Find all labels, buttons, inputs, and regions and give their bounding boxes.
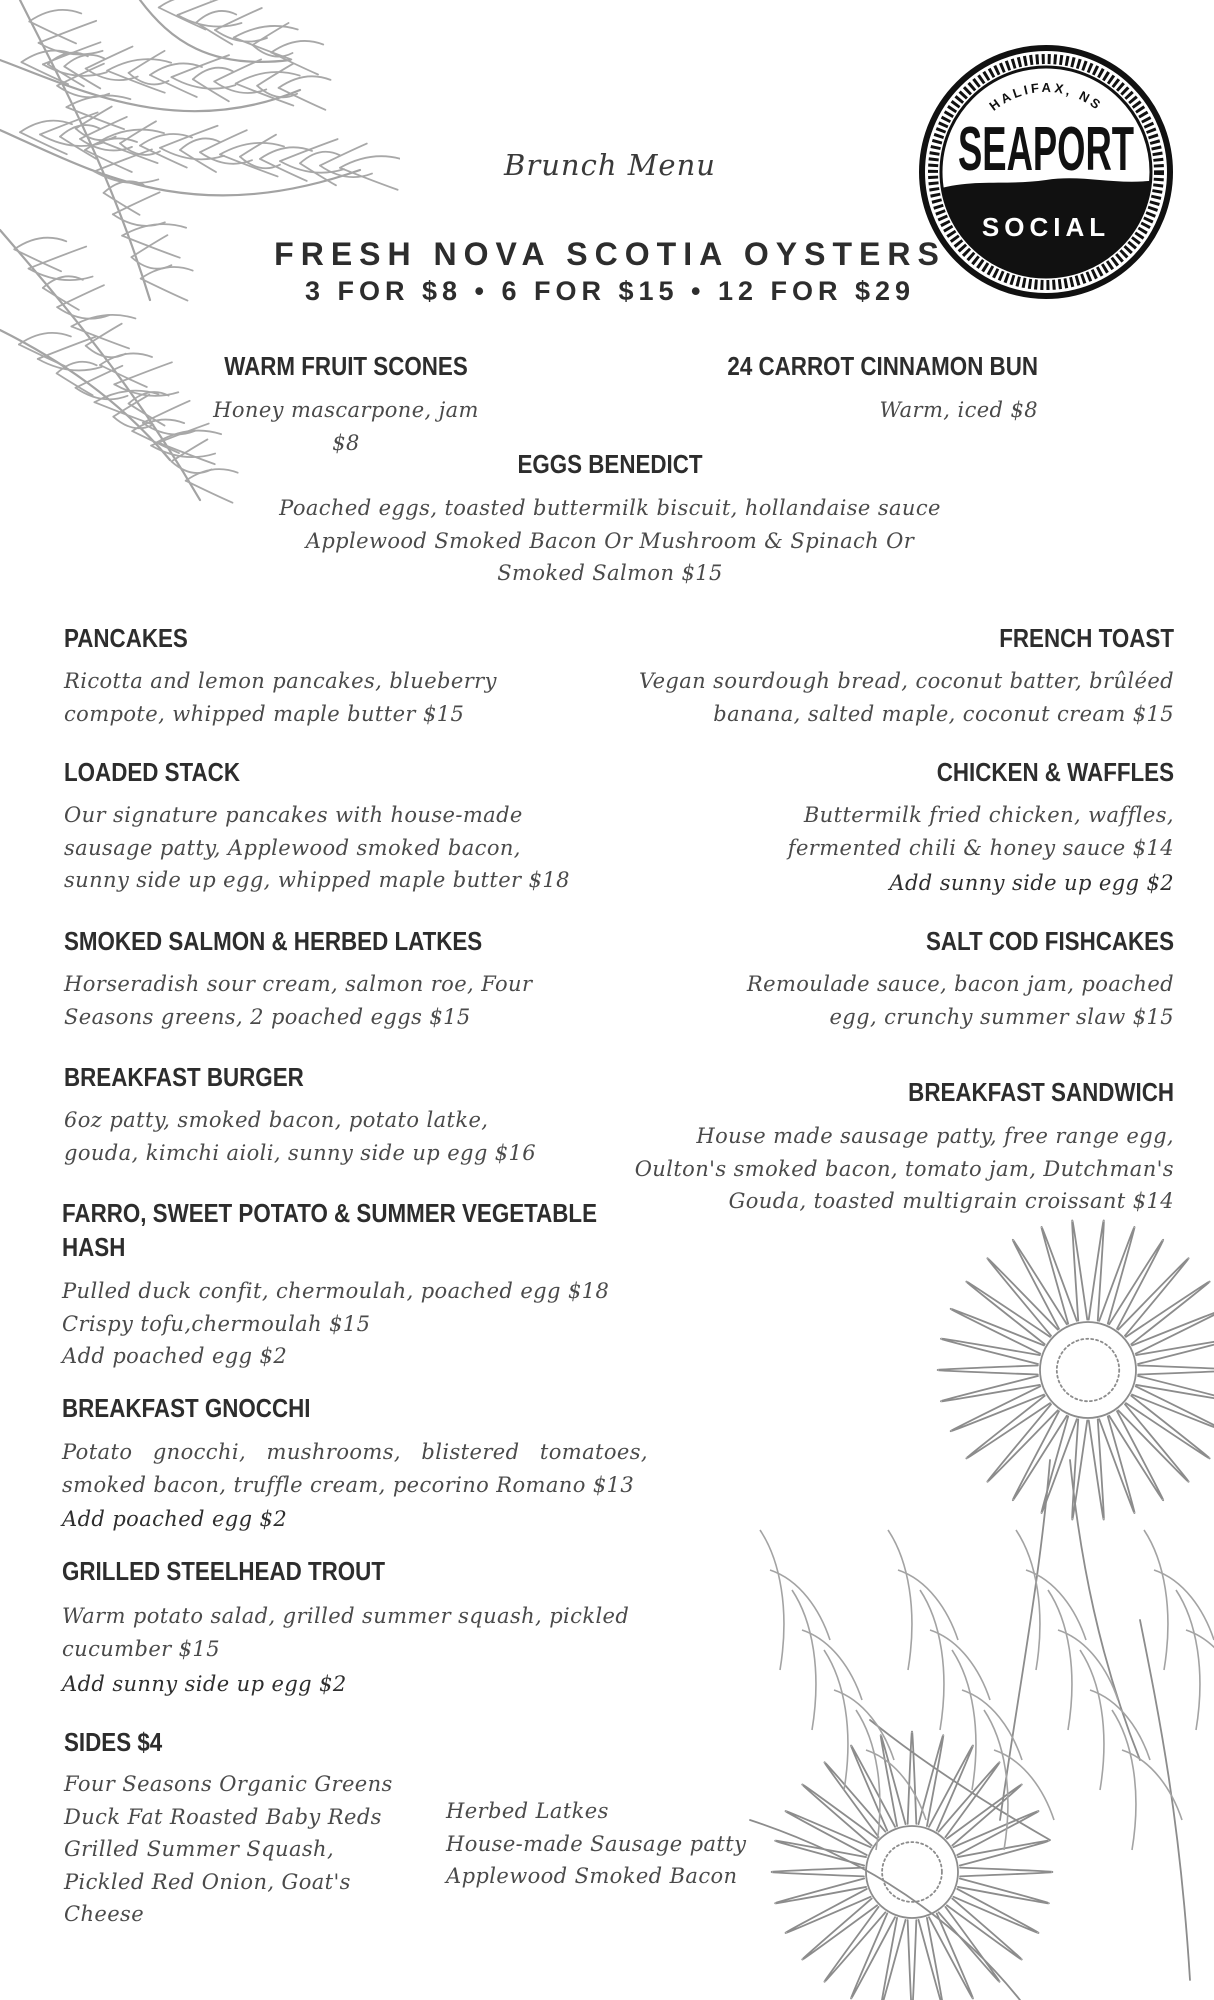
loaded-stack-line: sunny side up egg, whipped maple butter $18 — [64, 868, 570, 892]
menu-title: Brunch Menu — [504, 148, 716, 182]
eggs-benedict-line: Smoked Salmon $15 — [497, 561, 723, 585]
gnocchi-line: smoked bacon, truffle cream, pecorino Romano $13 — [62, 1472, 635, 1497]
trout-line: Warm potato salad, grilled summer squash, pickled — [62, 1604, 630, 1628]
french-toast-line: banana, salted maple, coconut cream $15 — [713, 701, 1174, 726]
side-item: Herbed Latkes — [446, 1799, 609, 1823]
eggs-benedict-line: Applewood Smoked Bacon Or Mushroom & Spinach Or — [305, 528, 915, 553]
loaded-stack-line: Our signature pancakes with house-made — [64, 803, 523, 827]
side-item: Pickled Red Onion, Goat's — [64, 1869, 351, 1894]
loaded-stack-name: LOADED STACK — [64, 757, 240, 787]
scones-name: WARM FRUIT SCONES — [224, 351, 468, 381]
breakfast-sandwich-name: BREAKFAST SANDWICH — [908, 1077, 1174, 1107]
breakfast-sandwich-line: House made sausage patty, free range egg, — [696, 1124, 1174, 1148]
side-item: Applewood Smoked Bacon — [446, 1864, 738, 1888]
french-toast-description — [574, 665, 1174, 730]
french-toast-line: Vegan sourdough bread, coconut batter, brûléed — [638, 669, 1174, 693]
eggs-benedict-line: Poached eggs, toasted buttermilk biscuit, hollandaise sauce — [279, 496, 941, 520]
fishcakes-description — [674, 968, 1174, 1033]
chicken-waffles-line: Buttermilk fried chicken, waffles, — [803, 803, 1174, 827]
farro-hash-name — [62, 1196, 597, 1264]
sides-list-left — [64, 1768, 424, 1931]
trout-addon: Add sunny side up egg $2 — [62, 1672, 347, 1696]
eggs-benedict-description — [220, 492, 1000, 590]
cinnamon-bun-name: 24 CARROT CINNAMON BUN — [727, 351, 1038, 381]
daisy-illustration — [720, 1200, 1214, 2000]
scones-description: Honey mascarpone, jam $8 — [213, 398, 479, 455]
pancakes-line: Ricotta and lemon pancakes, blueberry — [64, 669, 497, 693]
farro-hash-name-line: FARRO, SWEET POTATO & SUMMER VEGETABLE — [62, 1198, 598, 1228]
eggs-benedict-name: EGGS BENEDICT — [517, 449, 703, 479]
trout-line: cucumber $15 — [62, 1636, 220, 1661]
farro-hash-line: Add poached egg $2 — [62, 1344, 288, 1368]
logo-sub-text: SOCIAL — [981, 212, 1111, 242]
farro-hash-line: Pulled duck confit, chermoulah, poached egg $18 — [62, 1279, 610, 1303]
logo-location: HALIFAX, NS — [986, 79, 1106, 114]
breakfast-sandwich-description — [574, 1120, 1174, 1218]
side-item: Four Seasons Organic Greens — [64, 1772, 393, 1796]
oysters-prices: 3 FOR $8 • 6 FOR $15 • 12 FOR $29 — [304, 276, 916, 306]
pancakes-line: compote, whipped maple butter $15 — [64, 701, 465, 726]
breakfast-burger-name: BREAKFAST BURGER — [64, 1062, 304, 1092]
gnocchi-name: BREAKFAST GNOCCHI — [62, 1393, 311, 1423]
salmon-latkes-name: SMOKED SALMON & HERBED LATKES — [64, 926, 483, 956]
farro-hash-line: Crispy tofu,chermoulah $15 — [62, 1311, 371, 1336]
fishcakes-line: egg, crunchy summer slaw $15 — [829, 1004, 1174, 1029]
fishcakes-line: Remoulade sauce, bacon jam, poached — [746, 972, 1174, 996]
svg-text:HALIFAX, NS — [986, 80, 1105, 114]
loaded-stack-line: sausage patty, Applewood smoked bacon, — [64, 835, 521, 860]
sides-list-right — [446, 1795, 776, 1893]
gnocchi-line: Potato gnocchi, mushrooms, blistered tomatoes, — [62, 1440, 648, 1464]
sides-name: SIDES $4 — [64, 1727, 163, 1757]
chicken-waffles-line: fermented chili & honey sauce $14 — [787, 835, 1174, 860]
trout-description — [62, 1600, 682, 1665]
chicken-waffles-addon: Add sunny side up egg $2 — [889, 871, 1174, 895]
farro-hash-name-line: HASH — [62, 1232, 126, 1262]
cinnamon-bun-description: Warm, iced $8 — [879, 398, 1038, 422]
gnocchi-addon: Add poached egg $2 — [62, 1507, 288, 1531]
breakfast-sandwich-line: Gouda, toasted multigrain croissant $14 — [728, 1189, 1174, 1213]
side-item: Grilled Summer Squash, — [64, 1837, 335, 1861]
salmon-latkes-line: Horseradish sour cream, salmon roe, Four — [64, 972, 533, 996]
french-toast-name: FRENCH TOAST — [999, 623, 1174, 653]
breakfast-burger-line: gouda, kimchi aioli, sunny side up egg $16 — [64, 1140, 537, 1165]
side-item: House-made Sausage patty — [446, 1831, 747, 1856]
loaded-stack-description — [64, 799, 644, 897]
chicken-waffles-name: CHICKEN & WAFFLES — [936, 757, 1174, 787]
pancakes-name: PANCAKES — [64, 623, 188, 653]
fishcakes-name: SALT COD FISHCAKES — [925, 926, 1174, 956]
breakfast-burger-line: 6oz patty, smoked bacon, potato latke, — [64, 1108, 489, 1132]
gnocchi-description — [62, 1436, 648, 1501]
oysters-heading: FRESH NOVA SCOTIA OYSTERS — [274, 236, 946, 272]
breakfast-sandwich-line: Oulton's smoked bacon, tomato jam, Dutchman's — [634, 1156, 1174, 1181]
trout-name: GRILLED STEELHEAD TROUT — [62, 1556, 385, 1586]
salmon-latkes-line: Seasons greens, 2 poached eggs $15 — [64, 1004, 471, 1029]
pancakes-description — [64, 665, 624, 730]
chicken-waffles-description — [674, 799, 1174, 864]
side-item: Duck Fat Roasted Baby Reds — [64, 1804, 382, 1829]
breakfast-burger-description — [64, 1104, 644, 1169]
side-item: Cheese — [64, 1902, 145, 1926]
logo-main-text: SEAPORT — [958, 115, 1135, 184]
farro-hash-description — [62, 1275, 682, 1373]
salmon-latkes-description — [64, 968, 644, 1033]
